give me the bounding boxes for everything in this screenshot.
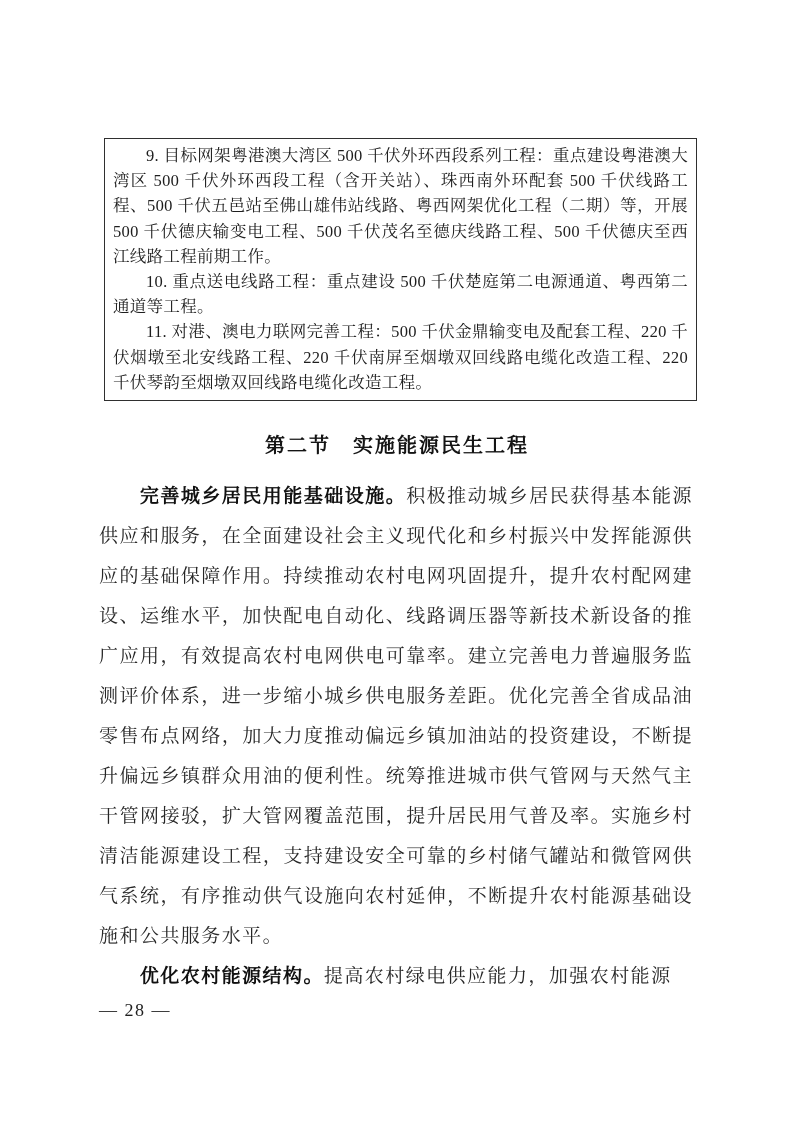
project-item-9: 9. 目标网架粤港澳大湾区 500 千伏外环西段系列工程：重点建设粤港澳大湾区 500 千伏外环西段工程（含开关站）、珠西南外环配套 500 千伏线路工程、500 千伏五邑站至佛山雄伟站线路、粤西网架优化工程（二期）等，开展 500 千伏德庆输变电工程、500 千伏茂名至德庆线路工程、500 千伏德庆至西江线路工程前期工作。 xyxy=(113,146,688,266)
paragraph-lead: 优化农村能源结构。 xyxy=(139,966,324,987)
project-item-11: 11. 对港、澳电力联网完善工程：500 千伏金鼎输变电及配套工程、220 千伏烟墩至北安线路工程、220 千伏南屏至烟墩双回线路电缆化改造工程、220 千伏琴韵至烟墩双回线路电缆化改造工程。 xyxy=(113,322,688,392)
page-number: — 28 — xyxy=(99,1000,171,1020)
body-text xyxy=(99,477,693,997)
paragraph-body: 积极推动城乡居民获得基本能源供应和服务，在全面建设社会主义现代化和乡村振兴中发挥能源供应的基础保障作用。持续推动农村电网巩固提升，提升农村配网建设、运维水平，加快配电自动化、线路调压器等新技术新设备的推广应用，有效提高农村电网供电可靠率。建立完善电力普遍服务监测评价体系，进一步缩小城乡供电服务差距。优化完善全省成品油零售布点网络，加大力度推动偏远乡镇加油站的投资建设，不断提升偏远乡镇群众用油的便利性。统筹推进城市供气管网与天然气主干管网接驳，扩大管网覆盖范围，提升居民用气普及率。实施乡村清洁能源建设工程，支持建设安全可靠的乡村储气罐站和微管网供气系统，有序推动供气设施向农村延伸，不断提升农村能源基础设施和公共服务水平。 xyxy=(99,486,693,947)
project-item-10: 10. 重点送电线路工程：重点建设 500 千伏楚庭第二电源通道、粤西第二通道等工程。 xyxy=(113,272,688,317)
paragraph-rural-energy-structure xyxy=(99,957,693,997)
numbered-projects-box xyxy=(104,138,697,401)
paragraph-lead: 完善城乡居民用能基础设施。 xyxy=(139,486,407,507)
paragraph-residential-energy-infrastructure xyxy=(99,477,693,957)
paragraph-body: 提高农村绿电供应能力，加强农村能源 xyxy=(323,966,672,987)
section-heading: 第二节 实施能源民生工程 xyxy=(265,435,529,457)
